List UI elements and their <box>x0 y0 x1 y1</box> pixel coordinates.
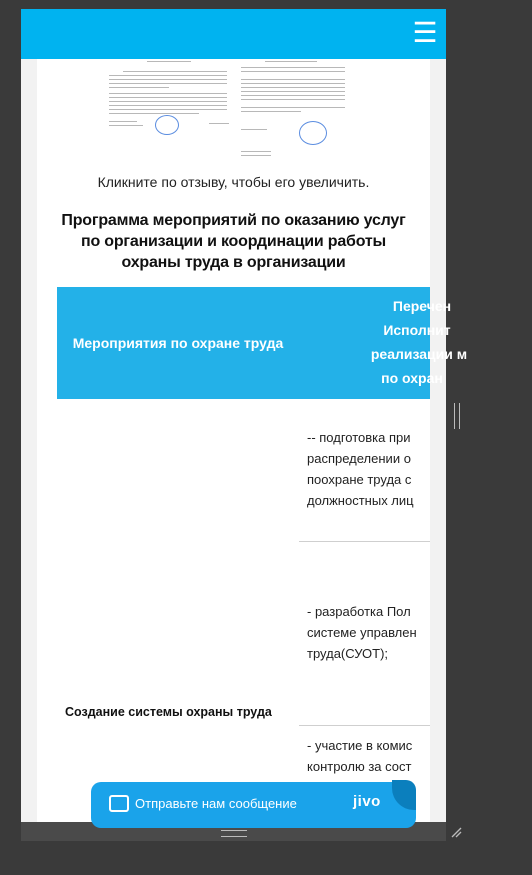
review-thumbnail-left[interactable] <box>105 57 235 147</box>
row-divider <box>299 725 430 726</box>
row-divider <box>299 541 430 542</box>
table-header <box>57 287 468 399</box>
browser-frame <box>21 9 468 841</box>
resize-corner-icon[interactable] <box>450 826 462 838</box>
section-title: Программа мероприятий по оказанию услуг по организации и координации работы охраны труда в организации <box>61 212 406 271</box>
chat-corner-icon <box>392 780 416 810</box>
table-header-list <box>299 287 499 399</box>
cell-line: системе управлен <box>307 625 417 640</box>
table-cell <box>307 427 414 511</box>
cell-line: должностных лиц <box>307 493 414 508</box>
table-header-line: по охран <box>381 370 443 386</box>
jivo-logo: jivo <box>353 793 381 810</box>
cell-line: распределении о <box>307 451 411 466</box>
horizontal-resize-handle[interactable] <box>454 403 460 429</box>
cell-line: труда(СУОТ); <box>307 646 389 661</box>
table-header-line: реализации м <box>370 346 468 362</box>
table-cell <box>307 735 412 777</box>
table-header-line: Перечен <box>392 298 452 314</box>
top-navigation-bar <box>21 9 446 59</box>
chat-label: Отправьте нам сообщение <box>135 796 297 811</box>
page-content <box>37 9 468 822</box>
table-header-line: Исполнит <box>383 322 451 338</box>
hamburger-icon[interactable]: ☰ <box>412 17 438 48</box>
cell-line: - разработка Пол <box>307 604 411 619</box>
cell-line: поохране труда с <box>307 472 412 487</box>
vertical-resize-handle[interactable] <box>221 830 247 837</box>
page-viewport <box>21 9 468 822</box>
cell-line: контролю за сост <box>307 759 412 774</box>
reviews-caption: Кликните по отзыву, чтобы его увеличить. <box>97 174 370 190</box>
stamp-icon <box>155 115 179 135</box>
chat-widget-button[interactable] <box>91 782 416 828</box>
table-cell <box>307 601 417 664</box>
cell-line: - участие в комис <box>307 738 413 753</box>
table-header-activities: Мероприятия по охране труда <box>72 335 284 351</box>
cell-line: -- подготовка при <box>307 430 411 445</box>
table-row-label: Создание системы охраны труда <box>65 705 272 719</box>
review-thumbnail-right[interactable] <box>237 57 349 165</box>
mail-icon <box>109 795 129 812</box>
stamp-icon <box>299 121 327 145</box>
